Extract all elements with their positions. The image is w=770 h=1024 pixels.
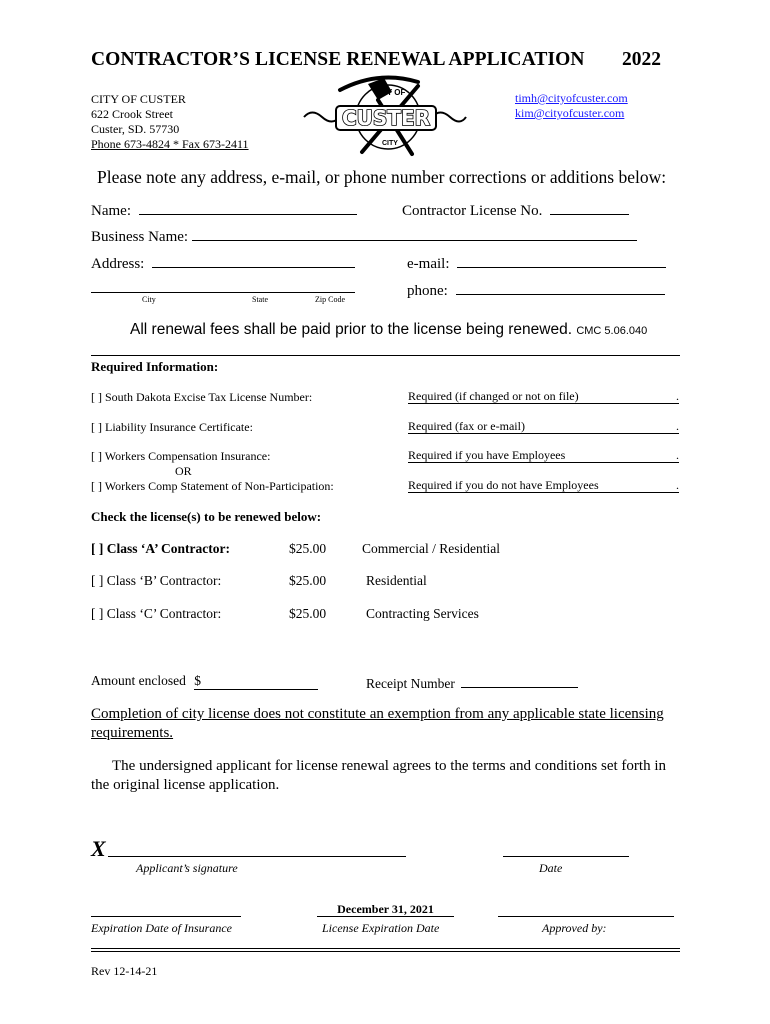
email-label: e-mail: (407, 256, 450, 272)
insurance-expiration-line[interactable] (91, 916, 241, 917)
or-separator: OR (175, 464, 192, 478)
workers-comp-requirement-text: Required if you have Employees (408, 448, 566, 462)
license-number-line[interactable] (550, 200, 629, 215)
amount-enclosed-label: Amount enclosed (91, 673, 186, 688)
license-number-label: Contractor License No. (402, 203, 543, 219)
address-label: Address: (91, 256, 145, 272)
liability-dot: . (676, 419, 679, 433)
revision-label: Rev 12-14-21 (91, 964, 158, 978)
fees-code: CMC 5.06.040 (576, 325, 648, 337)
non-participation-requirement-text: Required if you do not have Employees (408, 478, 599, 492)
phone-fax: Phone 673-4824 * Fax 673-2411 (91, 137, 249, 151)
excise-tax-requirement-text: Required (if changed or not on file) (408, 389, 579, 403)
class-a-checkbox[interactable] (91, 541, 230, 557)
email-link-kim[interactable]: kim@cityofcuster.com (515, 106, 625, 120)
non-participation-checkbox[interactable]: [ ] Workers Comp Statement of Non-Participation: (91, 479, 334, 493)
excise-tax-checkbox[interactable]: [ ] South Dakota Excise Tax License Number: (91, 390, 313, 404)
phone-field[interactable] (407, 280, 665, 300)
phone-label: phone: (407, 283, 448, 299)
email-field[interactable] (407, 253, 666, 273)
receipt-number-label: Receipt Number (366, 676, 455, 691)
excise-tax-dot: . (676, 389, 679, 403)
footer-rule-bottom (91, 951, 680, 952)
logo-main-text: CUSTER (341, 106, 431, 130)
class-c-fee: $25.00 (289, 606, 327, 621)
dollar-sign: $ (194, 673, 201, 688)
renewal-agreement: The undersigned applicant for license renewal agrees to the terms and conditions set forth in the original license application. (91, 758, 666, 793)
email-link-tim[interactable]: timh@cityofcuster.com (515, 91, 628, 105)
class-a-label: [ ] Class ‘A’ Contractor: (91, 541, 230, 556)
non-participation-dot: . (676, 478, 679, 492)
license-expiration-value: December 31, 2021 (317, 903, 454, 917)
date-line[interactable] (503, 856, 629, 857)
email-line[interactable] (457, 253, 666, 268)
phone-line[interactable] (456, 280, 665, 295)
workers-comp-requirement (408, 448, 679, 463)
liability-insurance-requirement (408, 419, 679, 434)
address-line[interactable] (152, 253, 355, 268)
license-check-heading: Check the license(s) to be renewed below: (91, 509, 322, 524)
business-name-label: Business Name: (91, 229, 189, 245)
amount-line[interactable] (194, 673, 318, 690)
fees-notice (130, 321, 647, 339)
city-state-zip-line[interactable] (91, 292, 355, 293)
license-expiration-caption: License Expiration Date (322, 921, 440, 935)
amount-enclosed-field[interactable] (91, 673, 318, 690)
form-title: CONTRACTOR’S LICENSE RENEWAL APPLICATION (91, 49, 585, 70)
business-name-line[interactable] (192, 226, 637, 241)
street-address: 622 Crook Street (91, 107, 173, 121)
liability-insurance-requirement-text: Required (fax or e-mail) (408, 419, 525, 433)
class-b-fee: $25.00 (289, 573, 327, 588)
state-caption: State (252, 295, 268, 304)
logo-bottom-text: CITY (382, 140, 398, 147)
section-divider (91, 355, 680, 356)
name-line[interactable] (139, 200, 357, 215)
footer-rule-top (91, 948, 680, 949)
class-a-type: Commercial / Residential (362, 541, 500, 556)
city-caption: City (142, 295, 156, 304)
class-c-checkbox[interactable]: [ ] Class ‘C’ Contractor: (91, 606, 222, 621)
signature-line[interactable] (108, 856, 406, 857)
required-info-heading: Required Information: (91, 359, 219, 374)
excise-tax-requirement (408, 389, 679, 404)
non-participation-requirement (408, 478, 679, 493)
address-field[interactable] (91, 253, 355, 273)
liability-insurance-checkbox[interactable]: [ ] Liability Insurance Certificate: (91, 420, 253, 434)
approved-by-caption: Approved by: (542, 921, 607, 935)
city-state-zip: Custer, SD. 57730 (91, 122, 180, 136)
signature-x: X (91, 836, 106, 861)
name-label: Name: (91, 203, 131, 219)
logo-top-text: CITY OF (374, 88, 406, 97)
insurance-expiration-caption: Expiration Date of Insurance (91, 921, 232, 935)
name-field[interactable] (91, 200, 357, 220)
city-name: CITY OF CUSTER (91, 92, 186, 106)
applicant-signature-caption: Applicant’s signature (136, 861, 238, 875)
receipt-number-line[interactable] (461, 673, 578, 688)
city-seal-logo (300, 70, 470, 162)
date-caption: Date (539, 861, 563, 875)
zip-caption: Zip Code (315, 295, 345, 304)
state-licensing-disclaimer: Completion of city license does not constitute an exemption from any applicable state licensing requirements. (91, 706, 664, 741)
license-number-field[interactable] (402, 200, 629, 220)
approved-by-line[interactable] (498, 916, 674, 917)
class-c-type: Contracting Services (366, 606, 479, 621)
receipt-number-field[interactable] (366, 673, 578, 692)
business-name-field[interactable] (91, 226, 637, 246)
workers-comp-dot: . (676, 448, 679, 462)
class-a-fee: $25.00 (289, 541, 327, 556)
fees-notice-text: All renewal fees shall be paid prior to the license being renewed. (130, 321, 573, 338)
class-b-checkbox[interactable]: [ ] Class ‘B’ Contractor: (91, 573, 222, 588)
workers-comp-checkbox[interactable]: [ ] Workers Compensation Insurance: (91, 449, 271, 463)
class-b-type: Residential (366, 573, 427, 588)
corrections-note: Please note any address, e-mail, or phone number corrections or additions below: (97, 167, 667, 187)
form-year: 2022 (622, 49, 661, 70)
